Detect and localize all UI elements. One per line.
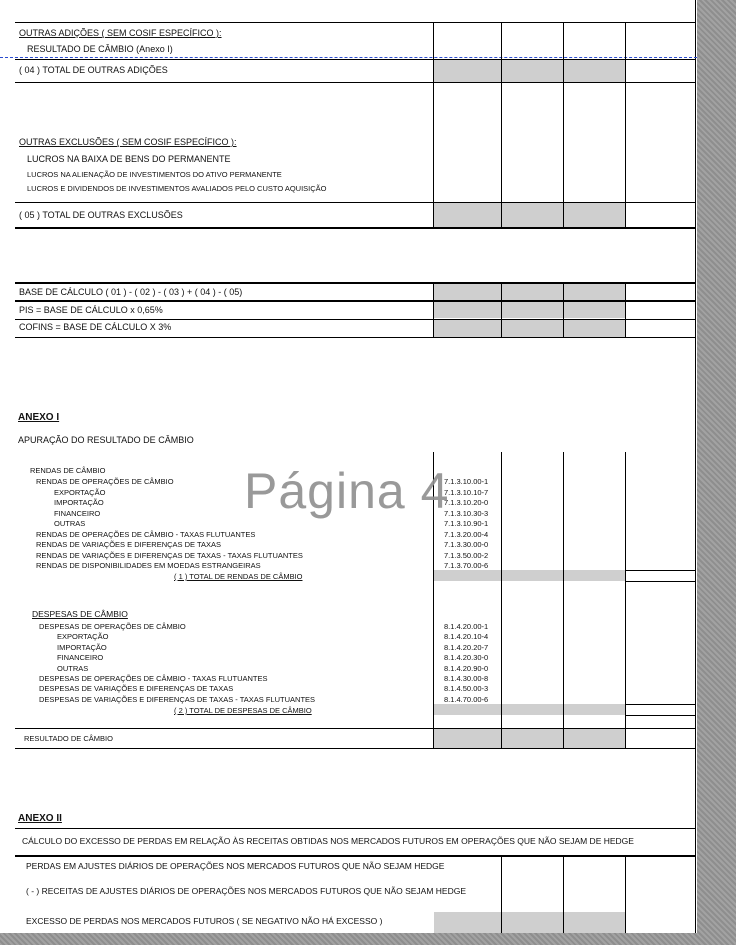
cosif-code: 8.1.4.20.10-4 (444, 632, 489, 642)
cosif-code: 8.1.4.20.00-1 (444, 622, 489, 631)
calc-cells (434, 320, 626, 337)
annex2-subtitle: CÁLCULO DO EXCESSO DE PERDAS EM RELAÇÃO ÀS RECEITAS OBTIDAS NOS MERCADOS FUTUROS EM OPERAÇÕES QUE NÃO SEJAM DE HEDGE (22, 836, 634, 846)
exclusion-item-3: LUCROS E DIVIDENDOS DE INVESTIMENTOS AVALIADOS PELO CUSTO AQUISIÇÃO (27, 184, 327, 193)
page-right-border (695, 0, 696, 933)
rule (15, 227, 695, 229)
account-label: EXPORTAÇÃO (54, 487, 106, 497)
col-line (625, 856, 626, 933)
col-line (563, 22, 564, 82)
annex1-title: ANEXO I (18, 412, 60, 423)
income-total-cells (434, 570, 626, 581)
cosif-code: 7.1.3.50.00-2 (444, 550, 489, 560)
rule (626, 570, 695, 571)
rule (15, 82, 695, 83)
calc-pis: PIS = BASE DE CÁLCULO x 0,65% (19, 305, 163, 315)
account-label: DESPESAS DE VARIAÇÕES E DIFERENÇAS DE TAXAS (39, 684, 234, 694)
other-additions-header: OUTRAS ADIÇÕES ( SEM COSIF ESPECÍFICO ): (19, 28, 222, 38)
calc-cofins: COFINS = BASE DE CÁLCULO X 3% (19, 322, 172, 332)
annex1-subtitle: APURAÇÃO DO RESULTADO DE CÂMBIO (18, 435, 194, 445)
calc-cells (434, 302, 626, 318)
annex2-line3: EXCESSO DE PERDAS NOS MERCADOS FUTUROS ( SE NEGATIVO NÃO HÁ EXCESSO ) (26, 916, 383, 926)
col-line (433, 82, 434, 228)
cosif-code: 8.1.4.70.00-6 (444, 694, 489, 704)
account-label: FINANCEIRO (57, 653, 104, 663)
col-line (625, 452, 626, 749)
expense-total-cells (434, 704, 626, 715)
total-other-additions: ( 04 ) TOTAL DE OUTRAS ADIÇÕES (19, 65, 168, 75)
col-line (625, 82, 626, 228)
cosif-code: 8.1.4.30.00-8 (444, 674, 489, 683)
account-label: RENDAS DE OPERAÇÕES DE CÂMBIO - TAXAS FLUTUANTES (36, 529, 256, 539)
col-line (501, 22, 502, 82)
expenses-header: DESPESAS DE CÂMBIO (32, 609, 128, 619)
cosif-code: 8.1.4.50.00-3 (444, 684, 489, 694)
total-other-exclusions: ( 05 ) TOTAL DE OUTRAS EXCLUSÕES (19, 210, 183, 220)
cosif-code: 7.1.3.10.00-1 (444, 477, 489, 486)
col-line (501, 856, 502, 933)
annex2-title: ANEXO II (18, 813, 62, 824)
rule (15, 337, 695, 338)
account-label: IMPORTAÇÃO (57, 642, 107, 652)
rule (626, 715, 695, 716)
cosif-code: 8.1.4.20.20-7 (444, 642, 489, 652)
account-label: RENDAS DE DISPONIBILIDADES EM MOEDAS ESTRANGEIRAS (36, 561, 261, 570)
col-line (563, 82, 564, 228)
account-label: RENDAS DE VARIAÇÕES E DIFERENÇAS DE TAXAS (36, 540, 222, 549)
account-label: DESPESAS DE OPERAÇÕES DE CÂMBIO (39, 622, 186, 631)
annex2-line1: PERDAS EM AJUSTES DIÁRIOS DE OPERAÇÕES NOS MERCADOS FUTUROS QUE NÃO SEJAM HEDGE (26, 861, 445, 871)
col-line (501, 282, 502, 338)
cosif-code: 8.1.4.20.90-0 (444, 663, 489, 673)
result-cells (434, 729, 626, 748)
cosif-code: 7.1.3.30.00-0 (444, 540, 489, 549)
account-label: DESPESAS DE OPERAÇÕES DE CÂMBIO - TAXAS FLUTUANTES (39, 674, 268, 683)
account-label: IMPORTAÇÃO (54, 498, 104, 507)
col-line (433, 22, 434, 82)
rule (15, 855, 695, 857)
col-line (563, 282, 564, 338)
expense-total: ( 2 ) TOTAL DE DESPESAS DE CÂMBIO (174, 706, 312, 715)
fx-result-label: RESULTADO DE CÂMBIO (24, 734, 113, 743)
cosif-code: 7.1.3.70.00-6 (444, 561, 489, 570)
page-break-line (0, 57, 697, 58)
col-line (563, 452, 564, 749)
account-label: EXPORTAÇÃO (57, 632, 109, 642)
account-label: OUTRAS (57, 663, 89, 673)
cosif-code: 7.1.3.10.10-7 (444, 487, 489, 497)
col-line (563, 856, 564, 933)
col-line (433, 282, 434, 338)
exclusion-item-2: LUCROS NA ALIENAÇÃO DE INVESTIMENTOS DO ATIVO PERMANENTE (27, 170, 282, 179)
col-line (501, 452, 502, 749)
calc-cells (434, 284, 626, 300)
account-label: RENDAS DE VARIAÇÕES E DIFERENÇAS DE TAXAS - TAXAS FLUTUANTES (36, 550, 303, 560)
rule (626, 581, 695, 582)
cosif-code: 7.1.3.20.00-4 (444, 529, 489, 539)
cosif-code: 8.1.4.20.30-0 (444, 653, 489, 663)
income-header: RENDAS DE CÂMBIO (30, 466, 106, 475)
total-cells (434, 203, 626, 227)
page-watermark: Página 4 (244, 463, 450, 519)
income-total: ( 1 ) TOTAL DE RENDAS DE CÂMBIO (174, 572, 303, 581)
rule (15, 828, 695, 829)
fx-result-item: RESULTADO DE CÂMBIO (Anexo I) (27, 44, 173, 54)
excess-cells (434, 912, 626, 933)
col-line (625, 282, 626, 338)
cosif-code: 7.1.3.10.20-0 (444, 498, 489, 507)
cosif-code: 7.1.3.10.30-3 (444, 508, 489, 518)
col-line (501, 82, 502, 228)
account-label: DESPESAS DE VARIAÇÕES E DIFERENÇAS DE TAXAS - TAXAS FLUTUANTES (39, 694, 316, 704)
other-exclusions-header: OUTRAS EXCLUSÕES ( SEM COSIF ESPECÍFICO ): (19, 137, 237, 147)
calc-base: BASE DE CÁLCULO ( 01 ) - ( 02 ) - ( 03 ) + ( 04 ) - ( 05) (19, 287, 243, 297)
account-label: RENDAS DE OPERAÇÕES DE CÂMBIO (36, 477, 174, 486)
rule (626, 704, 695, 705)
exclusion-item-1: LUCROS NA BAIXA DE BENS DO PERMANENTE (27, 154, 231, 164)
account-label: OUTRAS (54, 519, 86, 528)
col-line (625, 22, 626, 82)
total-cells (434, 60, 626, 82)
cosif-code: 7.1.3.10.90-1 (444, 519, 489, 528)
rule (15, 22, 695, 23)
rule (15, 748, 695, 749)
account-label: FINANCEIRO (54, 508, 101, 518)
annex2-line2: ( - ) RECEITAS DE AJUSTES DIÁRIOS DE OPERAÇÕES NOS MERCADOS FUTUROS QUE NÃO SEJAM HEDGE (26, 886, 467, 896)
